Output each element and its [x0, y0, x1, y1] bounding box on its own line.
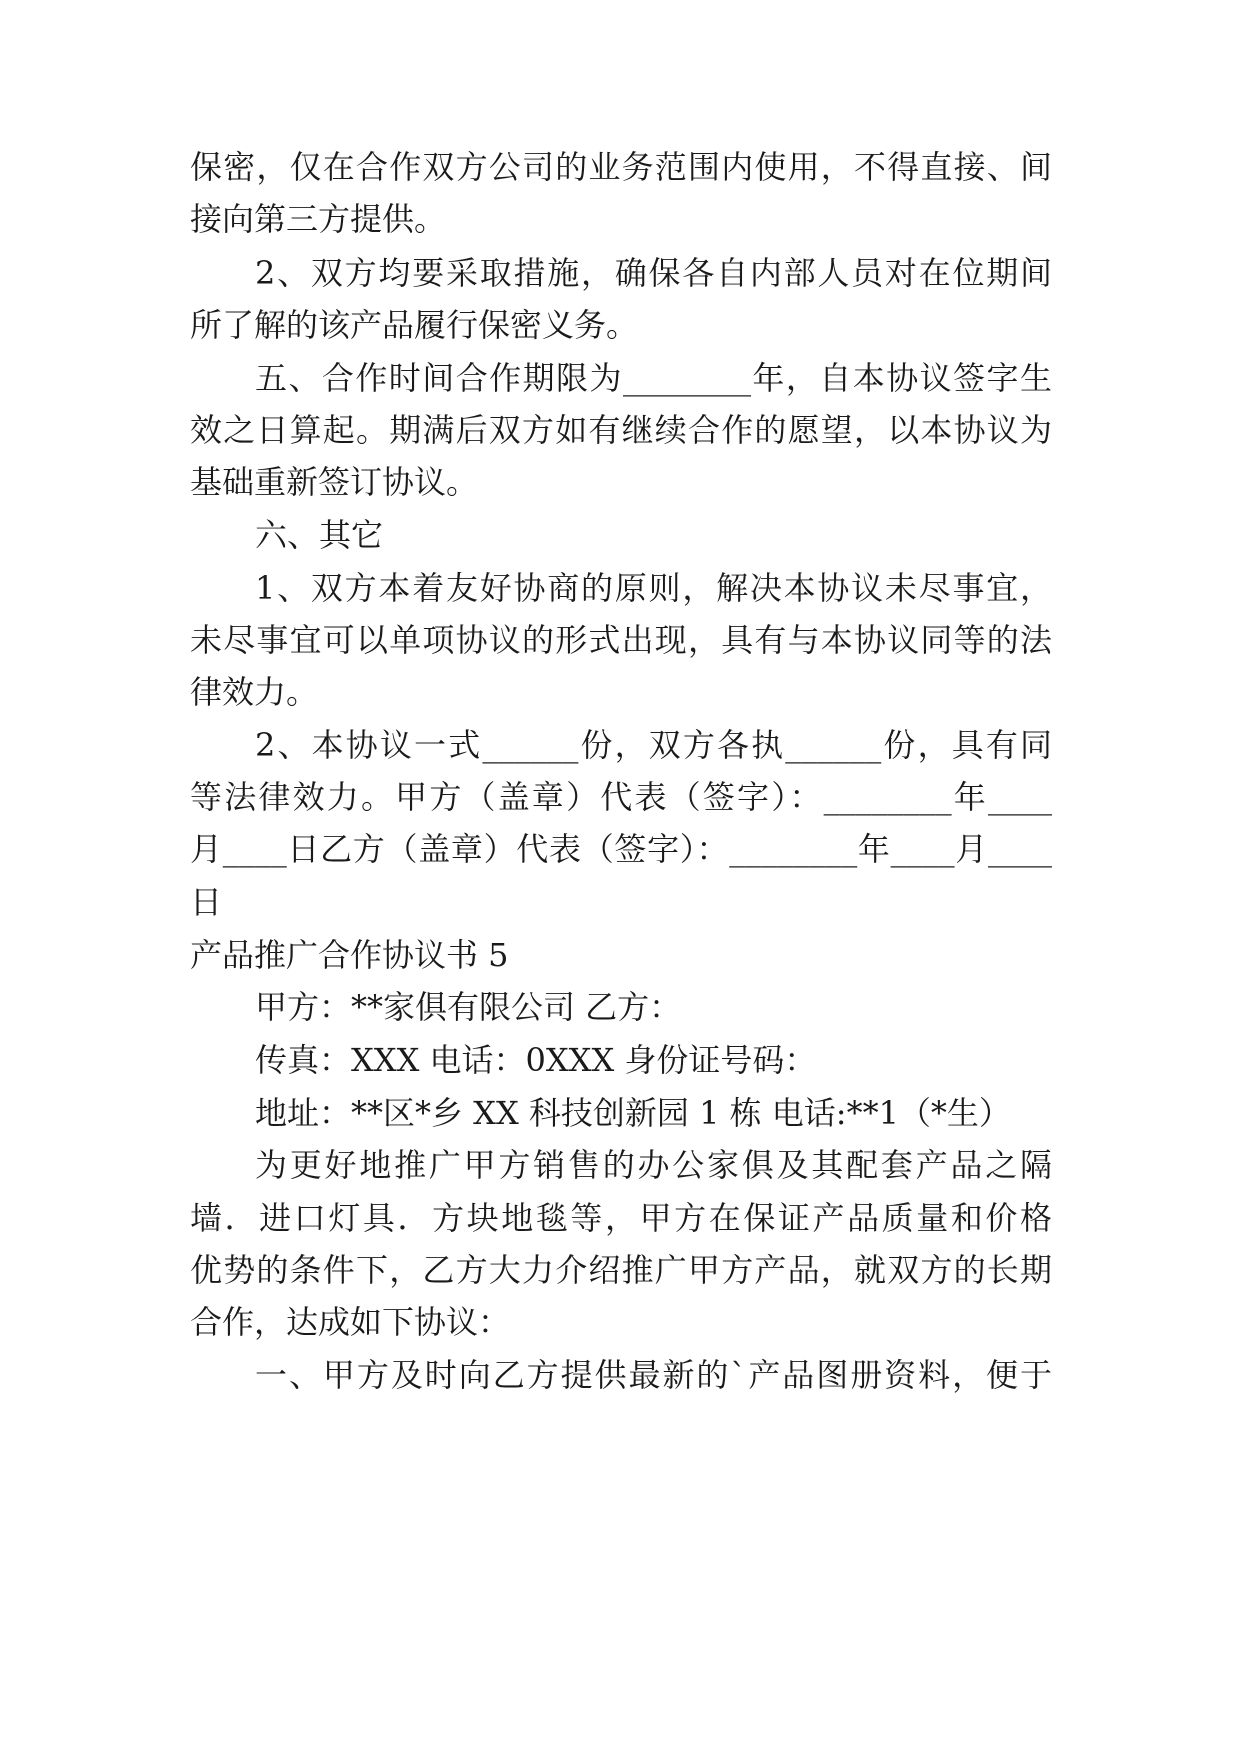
- signature-line-party-a: 等法律效力。甲方（盖章）代表（签字）：________年____: [190, 778, 1052, 816]
- body-text-line: 基础重新签订协议。: [190, 463, 479, 501]
- body-text-line: 保密，仅在合作双方公司的业务范围内使用，不得直接、间: [190, 148, 1052, 186]
- body-text-line: 1、双方本着友好协商的原则，解决本协议未尽事宜，: [255, 569, 1052, 607]
- party-info-line: 地址：**区*乡 XX 科技创新园 1 栋 电话:**1（*生）: [255, 1094, 1011, 1132]
- body-text-line: 效之日算起。期满后双方如有继续合作的愿望，以本协议为: [190, 411, 1052, 449]
- body-text-line: 未尽事宜可以单项协议的形式出现，具有与本协议同等的法: [190, 621, 1052, 659]
- body-text-line: 为更好地推广甲方销售的办公家俱及其配套产品之隔: [255, 1146, 1052, 1184]
- body-text-line: 一、甲方及时向乙方提供最新的`产品图册资料，便于: [255, 1356, 1052, 1394]
- section-heading-cooperation-period: 五、合作时间合作期限为________年，自本协议签字生: [255, 359, 1052, 397]
- signature-line-party-b: 月____日乙方（盖章）代表（签字）：________年____月____: [190, 830, 1052, 868]
- body-text-line: 2、双方均要采取措施，确保各自内部人员对在位期间: [255, 254, 1052, 292]
- body-text-line: 合作，达成如下协议：: [190, 1303, 511, 1341]
- body-text-line: 日: [190, 883, 223, 921]
- body-text-line: 所了解的该产品履行保密义务。: [190, 306, 639, 344]
- party-info-line: 甲方：**家俱有限公司 乙方：: [255, 988, 682, 1026]
- section-heading-other: 六、其它: [255, 516, 384, 554]
- body-text-line: 优势的条件下，乙方大力介绍推广甲方产品，就双方的长期: [190, 1251, 1052, 1289]
- body-text-line: 律效力。: [190, 673, 319, 711]
- body-text-line: 接向第三方提供。: [190, 200, 447, 238]
- body-text-line: 墙．进口灯具．方块地毯等，甲方在保证产品质量和价格: [190, 1199, 1052, 1237]
- document-title: 产品推广合作协议书 5: [190, 936, 509, 974]
- party-info-line: 传真：XXX 电话：0XXX 身份证号码：: [255, 1041, 817, 1079]
- body-text-line: 2、本协议一式______份，双方各执______份，具有同: [255, 726, 1052, 764]
